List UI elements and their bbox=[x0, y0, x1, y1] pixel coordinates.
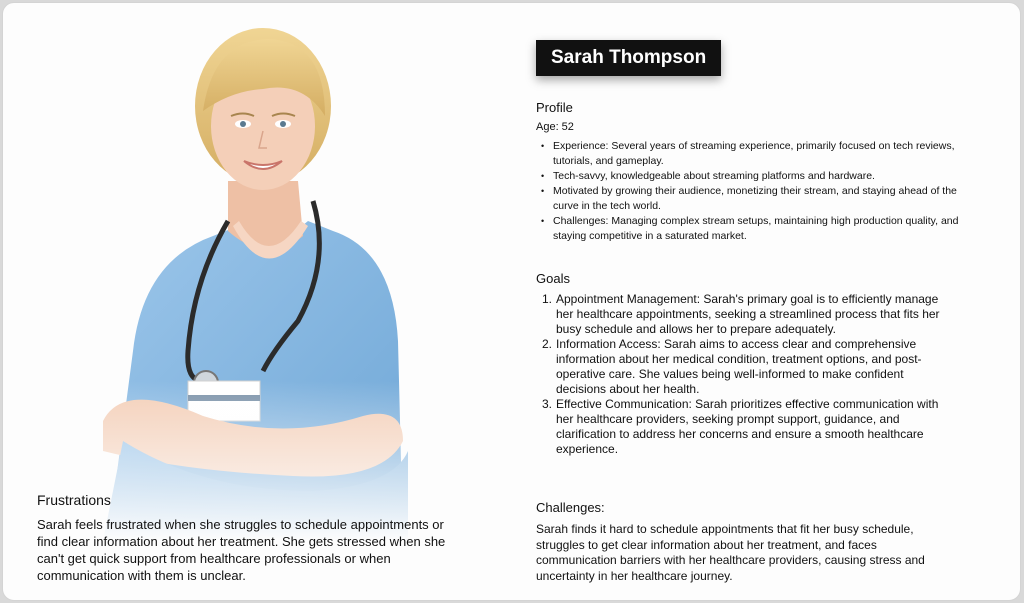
profile-heading: Profile bbox=[536, 100, 573, 115]
profile-section bbox=[536, 100, 966, 244]
frustrations-section bbox=[37, 492, 467, 584]
profile-bullet: • Motivated by growing their audience, monetizing their stream, and staying ahead of the curve in the tech world. bbox=[536, 184, 966, 214]
goal-number: 3. bbox=[542, 397, 553, 411]
challenges-text: Sarah finds it hard to schedule appointments that fit her busy schedule, struggles to get clear information about her treatment, and faces communication barriers with her healthcare providers, causing stress and uncertainty in her healthcare journey. bbox=[536, 522, 925, 583]
goal-text: Appointment Management: Sarah's primary goal is to efficiently manage her healthcare appointments, seeking a streamlined process that fits her busy schedule and allows her to prepare adequately. bbox=[556, 292, 940, 336]
profile-age: Age: 52 bbox=[536, 121, 574, 133]
persona-name: Sarah Thompson bbox=[536, 40, 721, 76]
goal-number: 2. bbox=[542, 337, 553, 351]
challenges-section bbox=[536, 500, 956, 584]
goals-heading: Goals bbox=[536, 271, 570, 286]
goal-number: 1. bbox=[542, 292, 553, 306]
goal-item bbox=[536, 397, 941, 457]
goal-item bbox=[536, 292, 941, 337]
goal-item bbox=[536, 337, 941, 397]
goal-text: Information Access: Sarah aims to access clear and comprehensive information about her medical condition, treatment options, and post-operative care. She values being well-informed to make confident decisions about her health. bbox=[556, 337, 922, 396]
profile-bullet: • Experience: Several years of streaming experience, primarily focused on tech reviews, tutorials, and gameplay. bbox=[536, 139, 966, 169]
profile-bullet: • Tech-savvy, knowledgeable about streaming platforms and hardware. bbox=[536, 169, 966, 184]
frustrations-text: Sarah feels frustrated when she struggles to schedule appointments or find clear information about her treatment. She gets stressed when she can't get quick support from healthcare professionals or when communication with them is unclear. bbox=[37, 517, 446, 583]
goals-section bbox=[536, 271, 941, 457]
persona-card bbox=[2, 2, 1021, 601]
profile-bullet: • Challenges: Managing complex stream setups, maintaining high production quality, and staying competitive in a saturated market. bbox=[536, 214, 966, 244]
frustrations-heading: Frustrations bbox=[37, 492, 111, 508]
profile-bullet-list bbox=[536, 139, 966, 244]
persona-photo bbox=[63, 21, 443, 541]
nurse-portrait-image bbox=[63, 21, 443, 541]
goals-list bbox=[536, 292, 941, 457]
goal-text: Effective Communication: Sarah prioritizes effective communication with her healthcare providers, seeking prompt support, guidance, and clarification to address her concerns and ensure a smooth healthcare experience. bbox=[556, 397, 939, 456]
challenges-heading: Challenges: bbox=[536, 500, 605, 515]
